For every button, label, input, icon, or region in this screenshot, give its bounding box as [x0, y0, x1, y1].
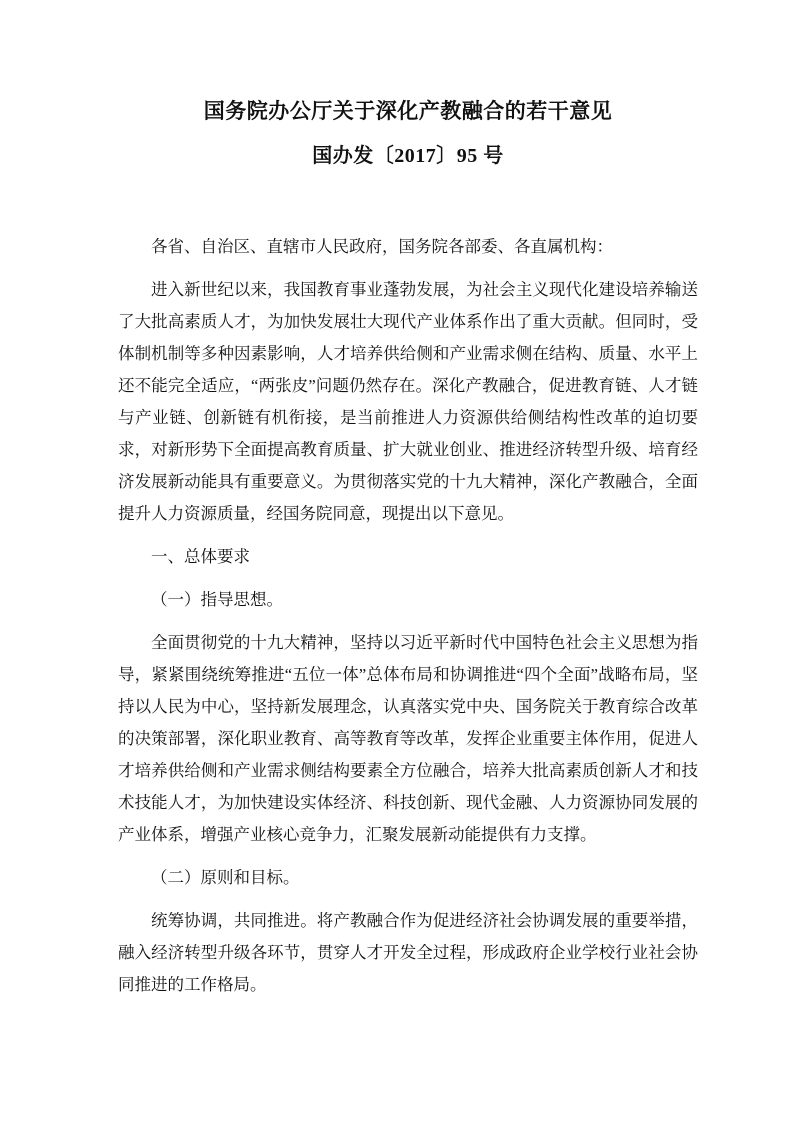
paragraph-principles-goals: 统筹协调，共同推进。将产教融合作为促进经济社会协调发展的重要举措，融入经济转型升级各环节，贯穿人才开发全过程，形成政府企业学校行业社会协同推进的工作格局。	[118, 911, 698, 994]
paragraph-introduction: 进入新世纪以来，我国教育事业蓬勃发展，为社会主义现代化建设培养输送了大批高素质人才，为加快发展壮大现代产业体系作出了重大贡献。但同时，受体制机制等多种因素影响，人才培养供给侧和产业需求侧在结构、质量、水平上还不能完全适应，“两张皮”问题仍然存在。深化产教融合，促进教育链、人才链与产业链、创新链有机衔接，是当前推进人力资源供给侧结构性改革的迫切要求，对新形势下全面提高教育质量、扩大就业创业、推进经济转型升级、培育经济发展新动能具有重要意义。为贯彻落实党的十九大精神，深化产教融合，全面提升人力资源质量，经国务院同意，现提出以下意见。	[118, 280, 698, 523]
salutation-line: 各省、自治区、直辖市人民政府，国务院各部委、各直属机构：	[151, 237, 613, 256]
subsection-heading-guiding-ideology: （一）指导思想。	[151, 590, 283, 609]
document-number: 国办发〔2017〕95 号	[312, 145, 504, 167]
section-heading-overall-requirements: 一、总体要求	[151, 547, 250, 566]
document-title: 国务院办公厅关于深化产教融合的若干意见	[203, 99, 613, 123]
paragraph-guiding-ideology: 全面贯彻党的十九大精神，坚持以习近平新时代中国特色社会主义思想为指导，紧紧围绕统筹推进“五位一体”总体布局和协调推进“四个全面”战略布局，坚持以人民为中心，坚持新发展理念，认真落实党中央、国务院关于教育综合改革的决策部署，深化职业教育、高等教育等改革，发挥企业重要主体作用，促进人才培养供给侧和产业需求侧结构要素全方位融合，培养大批高素质创新人才和技术技能人才，为加快建设实体经济、科技创新、现代金融、人力资源协同发展的产业体系，增强产业核心竞争力，汇聚发展新动能提供有力支撑。	[118, 633, 698, 844]
document-body	[118, 231, 698, 1001]
subsection-heading-principles-goals: （二）原则和目标。	[151, 868, 300, 887]
